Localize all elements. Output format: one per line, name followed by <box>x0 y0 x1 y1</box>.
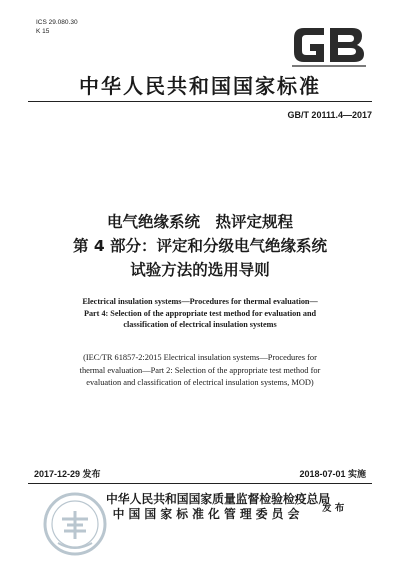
header-divider <box>28 101 372 102</box>
english-title-line: Electrical insulation systems—Procedures for thermal evaluation— <box>82 297 318 306</box>
issuer-line: 中 国 国 家 标 准 化 管 理 委 员 会 <box>112 507 300 521</box>
implementation-date: 2018-07-01 实施 <box>299 469 366 479</box>
chinese-title-line: 试验方法的选用导则 <box>130 261 270 279</box>
chinese-title <box>0 210 400 282</box>
ics-code: ICS 29.080.30 <box>36 19 78 26</box>
watermark-seal-icon <box>40 489 110 559</box>
issuing-authorities <box>106 492 331 522</box>
classification-codes <box>36 18 78 36</box>
standard-number: GB/T 20111.4—2017 <box>287 110 372 120</box>
english-title-line: Part 4: Selection of the appropriate test method for evaluation and <box>83 308 317 318</box>
equivalence-line: evaluation and classification of electrical insulation systems, MOD) <box>86 378 314 387</box>
equivalence-line: (IEC/TR 61857-2:2015 Electrical insulation systems—Procedures for <box>83 353 317 362</box>
chinese-title-line: 电气绝缘系统 热评定规程 <box>106 213 293 231</box>
issue-label: 发 布 <box>322 503 345 514</box>
equivalence-line: thermal evaluation—Part 2: Selection of the appropriate test method for <box>79 365 321 375</box>
issue-date: 2017-12-29 发布 <box>34 469 101 479</box>
english-title-line: classification of electrical insulation systems <box>123 320 277 329</box>
english-title <box>0 296 400 331</box>
equivalence-note <box>0 352 400 390</box>
gb-logo <box>290 18 368 72</box>
ccs-code: K 15 <box>36 28 50 35</box>
standard-category-title: 中华人民共和国国家标准 <box>79 74 321 98</box>
chinese-title-line: 第 4 部分：评定和分级电气绝缘系统 <box>72 237 328 255</box>
issuer-line: 中华人民共和国国家质量监督检验检疫总局 <box>106 492 331 506</box>
footer-divider <box>28 483 372 484</box>
